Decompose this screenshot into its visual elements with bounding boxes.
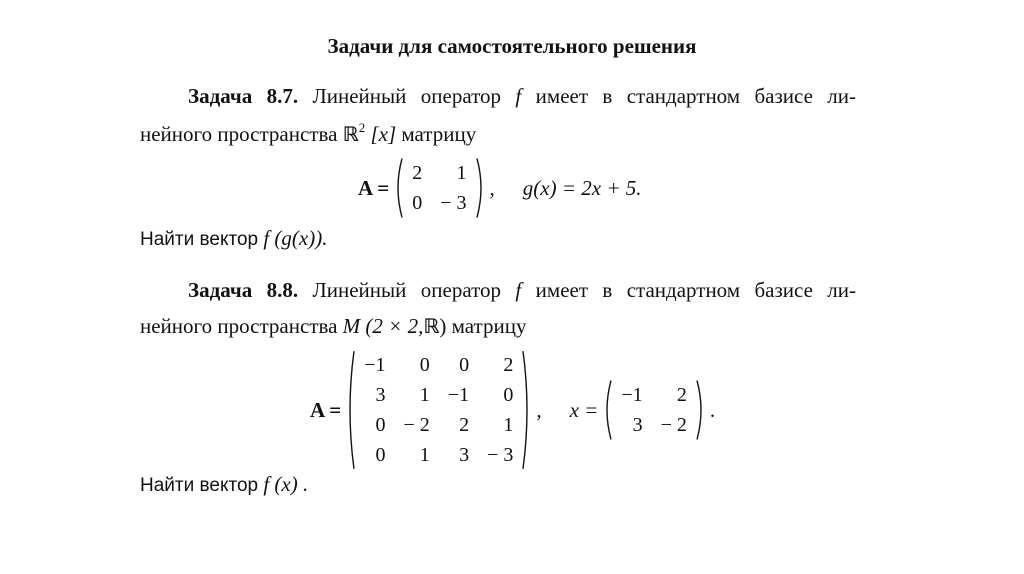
- task1-formula: [358, 158, 642, 218]
- task2-line2-text: нейного пространства: [140, 314, 338, 338]
- matrix-cell: 1: [456, 162, 467, 184]
- task1-matrix-table: [403, 158, 475, 218]
- right-paren: [522, 350, 532, 470]
- task1-space-R: ℝ: [342, 122, 359, 146]
- task1-line1-text: Линейный оператор: [312, 84, 502, 108]
- task2-find-text: Найти вектор: [140, 475, 259, 496]
- matrix-cell: 1: [419, 444, 430, 466]
- task1-line1: [188, 84, 856, 109]
- page-title: Задачи для самостоятельного решения: [327, 34, 697, 58]
- matrix-cell: −1: [364, 354, 386, 376]
- matrix-cell: 2: [676, 384, 687, 406]
- matrix-cell: − 2: [660, 414, 687, 436]
- matrix-cell: − 3: [487, 444, 514, 466]
- matrix-cell: − 2: [403, 414, 430, 436]
- matrix-cell: −1: [447, 384, 470, 406]
- right-paren: [476, 158, 486, 218]
- task2-x-period: .: [709, 397, 716, 422]
- matrix-cell: 0: [412, 192, 423, 214]
- task2-matrix-table: [355, 350, 522, 470]
- task1-line2: [140, 120, 476, 147]
- task1-space-rest: [x]: [370, 122, 397, 146]
- matrix-cell: 3: [632, 414, 643, 436]
- matrix-cell: 1: [419, 384, 430, 406]
- left-paren: [602, 380, 612, 440]
- task2-matrix-label: A =: [310, 397, 342, 422]
- left-paren: [393, 158, 403, 218]
- task1-comma: ,: [489, 175, 495, 200]
- task2-space-R: ℝ: [423, 314, 440, 338]
- task2-comma: ,: [536, 397, 542, 422]
- task2-find: [140, 472, 308, 497]
- matrix-cell: 2: [503, 354, 514, 376]
- matrix-cell: 0: [503, 384, 514, 406]
- task1-find-expr: f (g(x)).: [263, 226, 328, 250]
- matrix-cell: 3: [459, 444, 470, 466]
- matrix-cell: 0: [419, 354, 430, 376]
- task2-x-label: x =: [569, 397, 599, 422]
- matrix-cell: 3: [375, 384, 386, 406]
- task1-label: Задача 8.7.: [188, 84, 299, 108]
- matrix-cell: − 3: [440, 192, 467, 214]
- task2-operator: f: [515, 278, 522, 302]
- matrix-cell: 0: [459, 354, 470, 376]
- task1-line1-rest: имеет в стандартном базисе ли-: [535, 84, 857, 108]
- task1-matrix-label: A =: [358, 175, 390, 200]
- task2-space-post: ): [439, 314, 447, 338]
- matrix-cell: −1: [621, 384, 643, 406]
- task2-formula: [310, 350, 715, 470]
- task2-line2: [140, 314, 526, 339]
- task1-matrix: [393, 158, 485, 218]
- left-paren: [345, 350, 355, 470]
- task2-label: Задача 8.8.: [188, 278, 299, 302]
- task2-x-matrix-table: [612, 380, 696, 440]
- task2-space-pre: M (2 × 2,: [342, 314, 424, 338]
- task2-matrix: [345, 350, 532, 470]
- matrix-cell: 1: [503, 414, 514, 436]
- task2-line1-rest: имеет в стандартном базисе ли-: [535, 278, 857, 302]
- task1-find: [140, 226, 327, 251]
- task1-line2-end: матрицу: [401, 122, 477, 146]
- right-paren: [696, 380, 706, 440]
- task1-find-text: Найти вектор: [140, 229, 259, 250]
- task1-line2-text: нейного пространства: [140, 122, 338, 146]
- task2-line1: [188, 278, 856, 303]
- task2-line2-end: матрицу: [451, 314, 527, 338]
- task2-find-expr: f (x) .: [263, 472, 309, 496]
- task1-g-definition: g(x) = 2x + 5.: [522, 175, 642, 200]
- task1-space-exp: 2: [358, 120, 366, 135]
- task1-operator: f: [515, 84, 522, 108]
- task2-x-matrix: [602, 380, 706, 440]
- matrix-cell: 0: [375, 444, 386, 466]
- task2-line1-text: Линейный оператор: [312, 278, 502, 302]
- matrix-cell: 2: [459, 414, 470, 436]
- matrix-cell: 0: [375, 414, 386, 436]
- matrix-cell: 2: [412, 162, 423, 184]
